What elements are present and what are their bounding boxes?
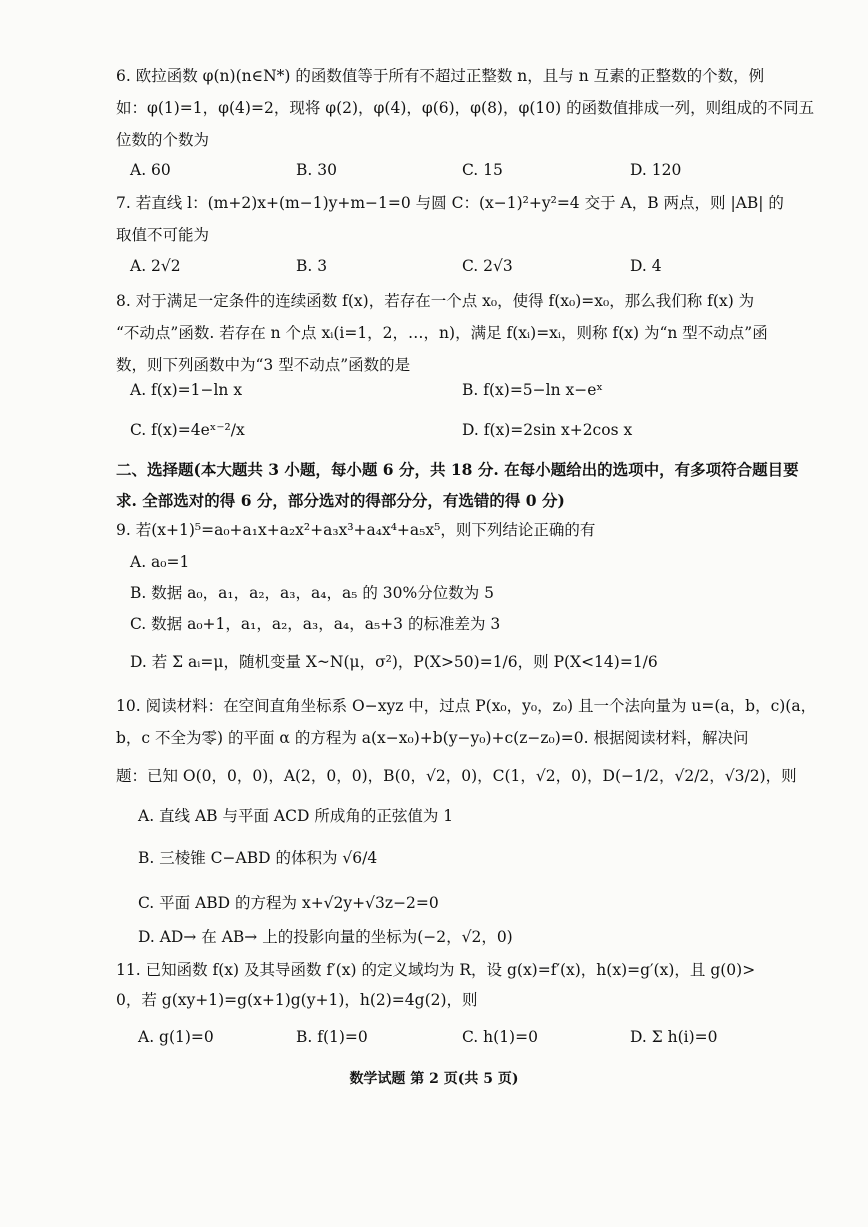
q6-line-2: 如：φ(1)=1，φ(4)=2，现将 φ(2)，φ(4)，φ(6)，φ(8)，φ(10) 的函数值排成一列，则组成的不同五 — [116, 99, 815, 117]
q8-option-a: A. f(x)=1−ln x — [130, 381, 243, 399]
q6-option-d: D. 120 — [630, 161, 682, 179]
q11-option-a: A. g(1)=0 — [138, 1028, 214, 1046]
q7-line-1: 7. 若直线 l：(m+2)x+(m−1)y+m−1=0 与圆 C：(x−1)²+y²=4 交于 A，B 两点，则 |AB| 的 — [116, 194, 784, 212]
q10-option-a: A. 直线 AB 与平面 ACD 所成角的正弦值为 1 — [138, 807, 454, 825]
q8-line-3: 数，则下列函数中为“3 型不动点”函数的是 — [116, 356, 411, 374]
q10-line-3: 题：已知 O(0，0，0)，A(2，0，0)，B(0，√2，0)，C(1，√2，0)，D(−1/2，√2/2，√3/2)，则 — [116, 767, 797, 785]
section-2-heading-line-2: 求. 全部选对的得 6 分，部分选对的得部分分，有选错的得 0 分) — [116, 491, 565, 510]
q9-option-c: C. 数据 a₀+1，a₁，a₂，a₃，a₄，a₅+3 的标准差为 3 — [130, 615, 501, 633]
q8-option-c: C. f(x)=4eˣ⁻²/x — [130, 421, 245, 439]
q6-line-3: 位数的个数为 — [116, 131, 210, 149]
q9-option-d: D. 若 Σ aᵢ=μ，随机变量 X~N(μ，σ²)，P(X>50)=1/6，则 P(X<14)=1/6 — [130, 653, 658, 671]
q8-line-1: 8. 对于满足一定条件的连续函数 f(x)，若存在一个点 x₀，使得 f(x₀)=x₀，那么我们称 f(x) 为 — [116, 292, 755, 310]
q6-option-b: B. 30 — [296, 161, 337, 179]
q8-option-d: D. f(x)=2sin x+2cos x — [462, 421, 633, 439]
q10-line-2: b，c 不全为零) 的平面 α 的方程为 a(x−x₀)+b(y−y₀)+c(z−z₀)=0. 根据阅读材料，解决问 — [116, 729, 749, 747]
q7-option-d: D. 4 — [630, 257, 662, 275]
q9-line-1: 9. 若(x+1)⁵=a₀+a₁x+a₂x²+a₃x³+a₄x⁴+a₅x⁵，则下列结论正确的有 — [116, 521, 596, 539]
q10-option-b: B. 三棱锥 C−ABD 的体积为 √6/4 — [138, 849, 378, 867]
q11-line-1: 11. 已知函数 f(x) 及其导函数 f′(x) 的定义域均为 R，设 g(x)=f′(x)，h(x)=g′(x)，且 g(0)> — [116, 961, 756, 979]
q10-line-1: 10. 阅读材料：在空间直角坐标系 O−xyz 中，过点 P(x₀，y₀，z₀) 且一个法向量为 u=(a，b，c)(a， — [116, 697, 817, 715]
q8-option-b: B. f(x)=5−ln x−eˣ — [462, 381, 603, 399]
q7-option-c: C. 2√3 — [462, 257, 513, 275]
q6-line-1: 6. 欧拉函数 φ(n)(n∈N*) 的函数值等于所有不超过正整数 n，且与 n 互素的正整数的个数，例 — [116, 67, 765, 85]
q6-option-a: A. 60 — [130, 161, 171, 179]
q10-option-c: C. 平面 ABD 的方程为 x+√2y+√3z−2=0 — [138, 894, 439, 912]
q8-line-2: “不动点”函数. 若存在 n 个点 xᵢ(i=1，2，…，n)，满足 f(xᵢ)=xᵢ，则称 f(x) 为“n 型不动点”函 — [116, 324, 768, 342]
q10-option-d: D. AD→ 在 AB→ 上的投影向量的坐标为(−2，√2，0) — [138, 928, 513, 946]
q9-option-a: A. a₀=1 — [130, 553, 190, 571]
section-2-heading-line-1: 二、选择题(本大题共 3 小题，每小题 6 分，共 18 分. 在每小题给出的选项中，有多项符合题目要 — [116, 460, 799, 479]
q11-line-2: 0，若 g(xy+1)=g(x+1)g(y+1)，h(2)=4g(2)，则 — [116, 991, 478, 1009]
q11-option-d: D. Σ h(i)=0 — [630, 1028, 718, 1046]
q7-option-a: A. 2√2 — [130, 257, 181, 275]
q11-option-c: C. h(1)=0 — [462, 1028, 538, 1046]
q11-option-b: B. f(1)=0 — [296, 1028, 368, 1046]
q7-option-b: B. 3 — [296, 257, 328, 275]
page-footer: 数学试题 第 2 页(共 5 页) — [349, 1071, 519, 1087]
q9-option-b: B. 数据 a₀，a₁，a₂，a₃，a₄，a₅ 的 30%分位数为 5 — [130, 584, 494, 602]
q6-option-c: C. 15 — [462, 161, 503, 179]
q7-line-2: 取值不可能为 — [116, 226, 210, 244]
